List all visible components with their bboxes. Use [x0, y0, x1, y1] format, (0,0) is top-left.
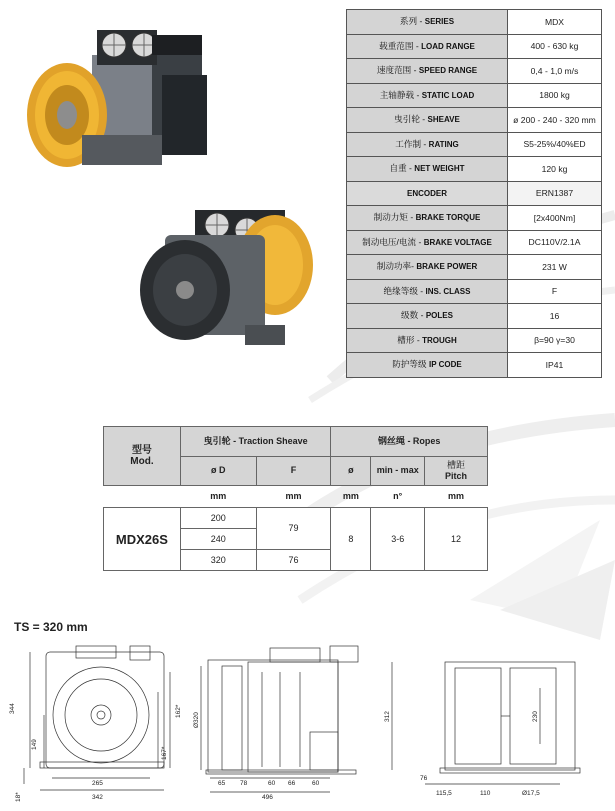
spec-label-en: NET WEIGHT — [414, 164, 465, 174]
dim-label: 60 — [312, 780, 320, 787]
spec-label — [347, 83, 508, 108]
dim-label: 115,5 — [436, 790, 452, 797]
dim-label: 110 — [480, 790, 491, 797]
spec-label-en: LOAD RANGE — [421, 41, 475, 51]
side-view-outline — [208, 660, 338, 772]
spec-value: F — [508, 279, 602, 304]
spec-value: 400 - 630 kg — [508, 34, 602, 59]
machine-front-render — [22, 15, 222, 185]
unit-pitch: mm — [448, 491, 465, 501]
spec-value: β=90 γ=30 — [508, 328, 602, 353]
spec-value: 231 W — [508, 255, 602, 280]
unit-d: mm — [210, 491, 227, 501]
dim-label: Ø320 — [193, 712, 200, 728]
d-value: 240 — [180, 529, 256, 550]
spec-label-en: POLES — [425, 311, 453, 321]
spec-value: DC110V/2.1A — [508, 230, 602, 255]
spec-value: 120 kg — [508, 157, 602, 182]
machine-rear-render — [125, 195, 325, 355]
spec-label-cn: 载重范围 - — [379, 40, 422, 51]
dim-label: 167* — [161, 746, 168, 760]
spec-label-en: RATING — [428, 139, 459, 149]
front-view-sheave — [53, 667, 149, 763]
col-minmax-header: min - max — [371, 456, 425, 486]
spec-label — [347, 181, 508, 206]
ropes-header: 钢丝绳 - Ropes — [331, 427, 488, 457]
spec-row-speed-range — [347, 59, 602, 84]
spec-label-en: SERIES — [424, 17, 455, 27]
spec-label-cn: 绝缘等级 - — [383, 285, 426, 296]
f-value: 79 — [256, 508, 331, 550]
spec-label-en: STATIC LOAD — [421, 90, 475, 100]
technical-drawing — [0, 632, 615, 811]
unit-blank — [104, 486, 181, 508]
spec-value: MDX — [508, 10, 602, 35]
spec-label-cn: 系列 - — [399, 16, 425, 27]
spec-label — [347, 328, 508, 353]
spec-value: S5-25%/40%ED — [508, 132, 602, 157]
spec-label-cn: 制动功率- — [376, 261, 417, 272]
spec-label-en: INS. CLASS — [425, 286, 471, 296]
spec-row-static-load — [347, 83, 602, 108]
dim-label: Ø17,5 — [522, 790, 540, 797]
spec-label-cn: 级数 - — [401, 310, 426, 321]
spec-label-cn: 主轴静载 - — [379, 89, 422, 100]
spec-label-en: SHEAVE — [427, 115, 460, 125]
model-header-en: Mod. — [130, 456, 154, 467]
spec-label-en: BRAKE POWER — [416, 262, 478, 272]
spec-label-cn: 制动力矩 - — [373, 212, 416, 223]
d-value: 200 — [180, 508, 256, 529]
dim-label: 312 — [384, 711, 391, 722]
spec-row-ins-class — [347, 279, 602, 304]
spec-label-en: BRAKE TORQUE — [415, 213, 481, 223]
spec-label-cn: 制动电压/电流 - — [362, 236, 424, 247]
pitch-header-cn: 槽距 — [447, 459, 466, 470]
model-name: MDX26S — [104, 508, 181, 571]
model-dimension-table — [103, 426, 488, 571]
unit-count: n° — [393, 491, 403, 501]
spec-value: 16 — [508, 304, 602, 329]
spec-row-brake-power — [347, 255, 602, 280]
spec-row-sheave — [347, 108, 602, 133]
spec-label — [347, 108, 508, 133]
rope-pitch: 12 — [425, 508, 488, 571]
spec-label-cn: 速度范围 - — [376, 65, 419, 76]
spec-label-en: BRAKE VOLTAGE — [423, 237, 492, 247]
spec-label — [347, 34, 508, 59]
dim-label: 265 — [92, 780, 103, 787]
dim-label: 230 — [532, 711, 539, 722]
spec-label-en: TROUGH — [422, 335, 457, 345]
spec-label — [347, 279, 508, 304]
spec-label — [347, 132, 508, 157]
pitch-header-en: Pitch — [445, 470, 468, 481]
dim-label: 60 — [268, 780, 276, 787]
rope-count: 3-6 — [371, 508, 425, 571]
sheave-header: 曳引轮 - Traction Sheave — [180, 427, 331, 457]
spec-label-cn: 工作制 - — [395, 138, 429, 149]
spec-value: IP41 — [508, 353, 602, 378]
spec-label — [347, 59, 508, 84]
spec-value: ERN1387 — [508, 181, 602, 206]
dim-label: 18* — [15, 792, 22, 802]
spec-label-cn: 曳引轮 - — [394, 114, 428, 125]
spec-value: 1800 kg — [508, 83, 602, 108]
spec-label — [347, 157, 508, 182]
spec-label-cn: 自重 - — [389, 163, 415, 174]
spec-label — [347, 206, 508, 231]
dim-label: 76 — [420, 775, 428, 782]
dim-label: 496 — [262, 794, 273, 801]
spec-label — [347, 304, 508, 329]
specification-table — [346, 9, 602, 378]
spec-row-series — [347, 10, 602, 35]
spec-value: ø 200 - 240 - 320 mm — [508, 108, 602, 133]
spec-row-brake-torque — [347, 206, 602, 231]
spec-row-rating — [347, 132, 602, 157]
d-value: 320 — [180, 550, 256, 571]
spec-row-brake-voltage — [347, 230, 602, 255]
spec-label-cn: 槽形 - — [397, 334, 423, 345]
spec-label-en: SPEED RANGE — [418, 66, 478, 76]
spec-label-cn: 防护等级 — [392, 359, 429, 370]
dim-label: 344 — [9, 703, 16, 714]
spec-label-en: ENCODER — [406, 188, 447, 198]
model-header — [104, 427, 181, 486]
spec-row-ip-code — [347, 353, 602, 378]
model-header-cn: 型号 — [131, 445, 152, 456]
dim-label: 342 — [92, 794, 103, 801]
dim-label: 78 — [240, 780, 248, 787]
f-value: 76 — [256, 550, 331, 571]
dim-label: 66 — [288, 780, 296, 787]
drawing-title: TS = 320 mm — [14, 620, 88, 634]
spec-label — [347, 230, 508, 255]
dim-label: 149 — [31, 739, 38, 750]
spec-value: [2x400Nm] — [508, 206, 602, 231]
spec-row-encoder — [347, 181, 602, 206]
spec-row-poles — [347, 304, 602, 329]
spec-row-trough — [347, 328, 602, 353]
dim-label: 65 — [218, 780, 226, 787]
unit-phi: mm — [342, 491, 359, 501]
spec-row-net-weight — [347, 157, 602, 182]
col-pitch-header — [425, 456, 488, 486]
spec-label — [347, 353, 508, 378]
spec-label-en: IP CODE — [429, 360, 462, 370]
dim-label: 162* — [175, 704, 182, 718]
col-f-header: F — [256, 456, 331, 486]
spec-row-load-range — [347, 34, 602, 59]
col-d-header: ø D — [180, 456, 256, 486]
rope-diameter: 8 — [331, 508, 371, 571]
spec-label — [347, 10, 508, 35]
col-phi-header: ø — [331, 456, 371, 486]
spec-value: 0,4 - 1,0 m/s — [508, 59, 602, 84]
unit-f: mm — [285, 491, 302, 501]
spec-label — [347, 255, 508, 280]
